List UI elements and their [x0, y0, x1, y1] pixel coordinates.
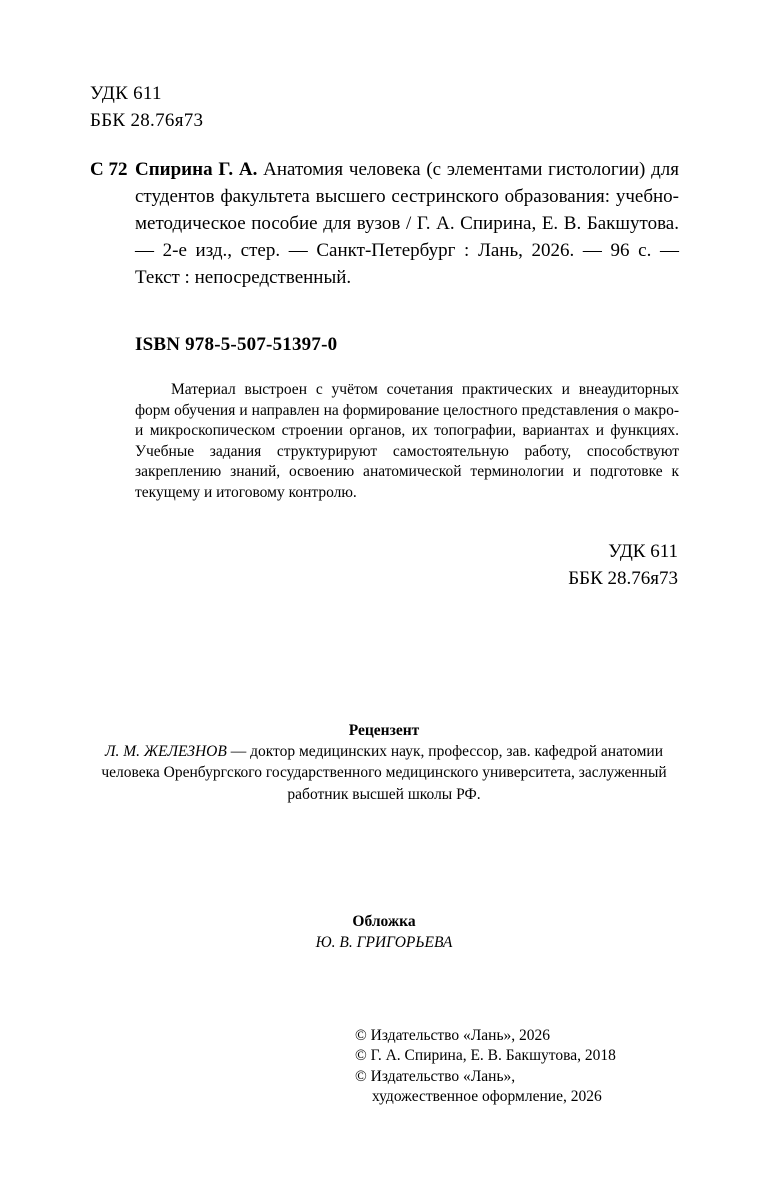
classification-bottom	[568, 538, 678, 592]
udk-code-bottom: УДК 611	[608, 541, 678, 562]
bbk-code: ББК 28.76я73	[90, 110, 204, 131]
reviewer-heading: Рецензент	[348, 722, 420, 739]
classification-top	[90, 80, 203, 134]
cover-heading: Обложка	[352, 913, 416, 930]
reviewer-block	[90, 720, 678, 805]
description-text: Анатомия человека (с элементами гистологии) для студентов факультета высшего сестринского образования: учебно-методическое пособие для вузов / Г. А. Спирина, Е. В. Бакшутова. — 2-е изд., стер. — Санкт-Петербург : Лань, 2026. — 96 с. — Текст : непосредственный.	[135, 159, 679, 288]
copyright-block	[355, 1026, 616, 1108]
author-mark: С 72	[90, 159, 128, 180]
author-heading: Спирина Г. А.	[135, 159, 264, 180]
cover-block	[90, 912, 678, 953]
copyright-authors: © Г. А. Спирина, Е. В. Бакшутова, 2018	[355, 1047, 616, 1065]
reviewer-name: Л. М. ЖЕЛЕЗНОВ	[104, 743, 227, 761]
isbn: ISBN 978-5-507-51397-0	[135, 334, 338, 355]
bibliographic-description	[135, 156, 679, 291]
udk-code: УДК 611	[90, 83, 162, 104]
copyright-publisher: © Издательство «Лань», 2026	[355, 1027, 551, 1044]
copyright-design: © Издательство «Лань»,	[355, 1067, 516, 1085]
copyright-design-continued: художественное оформление, 2026	[372, 1088, 602, 1106]
reviewer-details: — доктор медицинских наук, профессор, зав. кафедрой анатомии человека Оренбургского государственного медицинского университета, заслуженный работник высшей школы РФ.	[101, 743, 667, 803]
cover-designer-name: Ю. В. ГРИГОРЬЕВА	[315, 933, 453, 951]
bbk-code-bottom: ББК 28.76я73	[568, 568, 678, 589]
annotation: Материал выстроен с учётом сочетания практических и внеаудиторных форм обучения и направлен на формирование целостного представления о макро- и микроскопическом строении органов, их топографии, вариантах и функциях. Учебные задания структурируют самостоятельную работу, способствуют закреплению знаний, освоению анатомической терминологии и подготовке к текущему и итоговому контролю.	[135, 381, 679, 501]
